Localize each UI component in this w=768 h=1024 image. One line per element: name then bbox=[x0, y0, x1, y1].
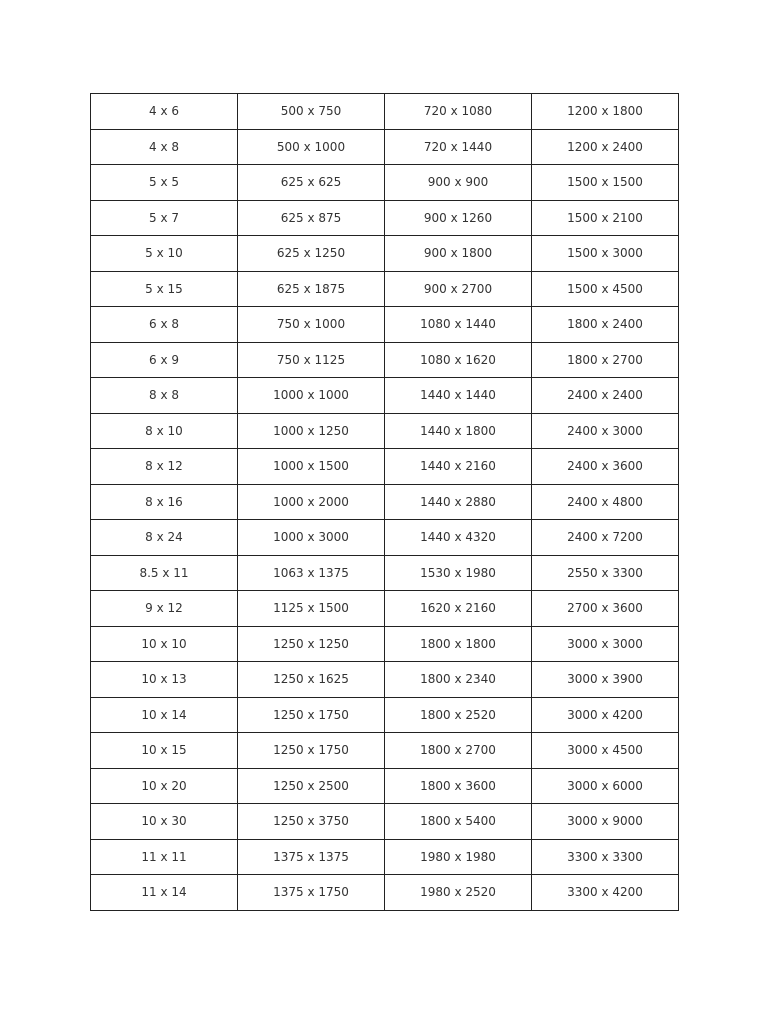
resolution-216dpi-cell: 720 x 1440 bbox=[385, 129, 532, 165]
print-size-cell: 5 x 5 bbox=[91, 165, 238, 201]
resolution-300dpi-cell: 1800 x 2400 bbox=[532, 307, 679, 343]
table-row bbox=[91, 200, 679, 236]
resolution-300dpi-cell: 2400 x 2400 bbox=[532, 378, 679, 414]
resolution-300dpi-cell: 1500 x 2100 bbox=[532, 200, 679, 236]
resolution-150dpi-cell: 1000 x 1250 bbox=[238, 413, 385, 449]
resolution-300dpi-cell: 3000 x 3000 bbox=[532, 626, 679, 662]
table-row bbox=[91, 804, 679, 840]
resolution-150dpi-cell: 1375 x 1750 bbox=[238, 875, 385, 911]
resolution-300dpi-cell: 2400 x 7200 bbox=[532, 520, 679, 556]
print-size-cell: 10 x 20 bbox=[91, 768, 238, 804]
resolution-300dpi-cell: 1500 x 1500 bbox=[532, 165, 679, 201]
resolution-150dpi-cell: 1063 x 1375 bbox=[238, 555, 385, 591]
resolution-300dpi-cell: 3300 x 3300 bbox=[532, 839, 679, 875]
resolution-216dpi-cell: 1800 x 2700 bbox=[385, 733, 532, 769]
resolution-150dpi-cell: 750 x 1125 bbox=[238, 342, 385, 378]
resolution-300dpi-cell: 1200 x 1800 bbox=[532, 94, 679, 130]
resolution-150dpi-cell: 625 x 875 bbox=[238, 200, 385, 236]
resolution-300dpi-cell: 3000 x 4200 bbox=[532, 697, 679, 733]
print-size-cell: 5 x 15 bbox=[91, 271, 238, 307]
resolution-300dpi-cell: 3000 x 3900 bbox=[532, 662, 679, 698]
print-size-cell: 5 x 10 bbox=[91, 236, 238, 272]
table-row bbox=[91, 449, 679, 485]
resolution-300dpi-cell: 3000 x 9000 bbox=[532, 804, 679, 840]
print-size-cell: 10 x 15 bbox=[91, 733, 238, 769]
resolution-150dpi-cell: 625 x 625 bbox=[238, 165, 385, 201]
print-size-cell: 6 x 8 bbox=[91, 307, 238, 343]
print-size-cell: 10 x 14 bbox=[91, 697, 238, 733]
print-size-cell: 8 x 24 bbox=[91, 520, 238, 556]
print-size-cell: 10 x 30 bbox=[91, 804, 238, 840]
table-row bbox=[91, 94, 679, 130]
resolution-150dpi-cell: 1250 x 1250 bbox=[238, 626, 385, 662]
print-size-cell: 8 x 8 bbox=[91, 378, 238, 414]
table-row bbox=[91, 662, 679, 698]
resolution-216dpi-cell: 1800 x 2520 bbox=[385, 697, 532, 733]
table-row bbox=[91, 768, 679, 804]
resolution-216dpi-cell: 1800 x 3600 bbox=[385, 768, 532, 804]
table-row bbox=[91, 378, 679, 414]
document-page bbox=[90, 93, 679, 911]
resolution-216dpi-cell: 1080 x 1440 bbox=[385, 307, 532, 343]
resolution-216dpi-cell: 900 x 2700 bbox=[385, 271, 532, 307]
resolution-216dpi-cell: 1440 x 1440 bbox=[385, 378, 532, 414]
table-row bbox=[91, 875, 679, 911]
resolution-300dpi-cell: 2550 x 3300 bbox=[532, 555, 679, 591]
table-row bbox=[91, 591, 679, 627]
print-size-cell: 8 x 16 bbox=[91, 484, 238, 520]
resolution-300dpi-cell: 3000 x 6000 bbox=[532, 768, 679, 804]
print-size-cell: 10 x 13 bbox=[91, 662, 238, 698]
resolution-150dpi-cell: 1250 x 1750 bbox=[238, 733, 385, 769]
resolution-150dpi-cell: 500 x 1000 bbox=[238, 129, 385, 165]
table-row bbox=[91, 271, 679, 307]
table-row bbox=[91, 129, 679, 165]
resolution-300dpi-cell: 2700 x 3600 bbox=[532, 591, 679, 627]
resolution-150dpi-cell: 1375 x 1375 bbox=[238, 839, 385, 875]
print-size-cell: 11 x 14 bbox=[91, 875, 238, 911]
resolution-150dpi-cell: 750 x 1000 bbox=[238, 307, 385, 343]
print-size-cell: 11 x 11 bbox=[91, 839, 238, 875]
resolution-300dpi-cell: 1800 x 2700 bbox=[532, 342, 679, 378]
resolution-216dpi-cell: 1530 x 1980 bbox=[385, 555, 532, 591]
resolution-216dpi-cell: 1800 x 1800 bbox=[385, 626, 532, 662]
resolution-150dpi-cell: 1250 x 3750 bbox=[238, 804, 385, 840]
resolution-300dpi-cell: 3000 x 4500 bbox=[532, 733, 679, 769]
resolution-300dpi-cell: 3300 x 4200 bbox=[532, 875, 679, 911]
resolution-150dpi-cell: 1000 x 2000 bbox=[238, 484, 385, 520]
table-body bbox=[91, 94, 679, 911]
resolution-216dpi-cell: 1440 x 1800 bbox=[385, 413, 532, 449]
resolution-216dpi-cell: 900 x 1800 bbox=[385, 236, 532, 272]
print-size-cell: 10 x 10 bbox=[91, 626, 238, 662]
resolution-216dpi-cell: 1440 x 2880 bbox=[385, 484, 532, 520]
resolution-150dpi-cell: 1125 x 1500 bbox=[238, 591, 385, 627]
print-size-cell: 9 x 12 bbox=[91, 591, 238, 627]
resolution-216dpi-cell: 1080 x 1620 bbox=[385, 342, 532, 378]
table-row bbox=[91, 733, 679, 769]
print-size-cell: 8.5 x 11 bbox=[91, 555, 238, 591]
table-row bbox=[91, 839, 679, 875]
print-size-cell: 4 x 6 bbox=[91, 94, 238, 130]
print-size-cell: 8 x 12 bbox=[91, 449, 238, 485]
resolution-150dpi-cell: 1250 x 1750 bbox=[238, 697, 385, 733]
print-size-cell: 8 x 10 bbox=[91, 413, 238, 449]
table-row bbox=[91, 626, 679, 662]
print-size-cell: 5 x 7 bbox=[91, 200, 238, 236]
resolution-150dpi-cell: 500 x 750 bbox=[238, 94, 385, 130]
resolution-150dpi-cell: 1250 x 1625 bbox=[238, 662, 385, 698]
resolution-216dpi-cell: 1800 x 2340 bbox=[385, 662, 532, 698]
table-row bbox=[91, 413, 679, 449]
resolution-216dpi-cell: 1440 x 4320 bbox=[385, 520, 532, 556]
resolution-216dpi-cell: 720 x 1080 bbox=[385, 94, 532, 130]
table-row bbox=[91, 236, 679, 272]
table-row bbox=[91, 307, 679, 343]
table-row bbox=[91, 484, 679, 520]
table-row bbox=[91, 165, 679, 201]
resolution-216dpi-cell: 1800 x 5400 bbox=[385, 804, 532, 840]
resolution-150dpi-cell: 625 x 1875 bbox=[238, 271, 385, 307]
table-row bbox=[91, 342, 679, 378]
print-size-table bbox=[90, 93, 679, 911]
resolution-216dpi-cell: 900 x 900 bbox=[385, 165, 532, 201]
table-row bbox=[91, 520, 679, 556]
print-size-cell: 6 x 9 bbox=[91, 342, 238, 378]
resolution-150dpi-cell: 1250 x 2500 bbox=[238, 768, 385, 804]
resolution-300dpi-cell: 1500 x 4500 bbox=[532, 271, 679, 307]
resolution-150dpi-cell: 1000 x 1500 bbox=[238, 449, 385, 485]
resolution-300dpi-cell: 2400 x 3000 bbox=[532, 413, 679, 449]
resolution-216dpi-cell: 1980 x 2520 bbox=[385, 875, 532, 911]
resolution-216dpi-cell: 1620 x 2160 bbox=[385, 591, 532, 627]
resolution-300dpi-cell: 1200 x 2400 bbox=[532, 129, 679, 165]
resolution-216dpi-cell: 900 x 1260 bbox=[385, 200, 532, 236]
resolution-300dpi-cell: 2400 x 4800 bbox=[532, 484, 679, 520]
print-size-cell: 4 x 8 bbox=[91, 129, 238, 165]
resolution-300dpi-cell: 2400 x 3600 bbox=[532, 449, 679, 485]
resolution-216dpi-cell: 1440 x 2160 bbox=[385, 449, 532, 485]
resolution-150dpi-cell: 1000 x 1000 bbox=[238, 378, 385, 414]
table-row bbox=[91, 555, 679, 591]
table-row bbox=[91, 697, 679, 733]
resolution-150dpi-cell: 1000 x 3000 bbox=[238, 520, 385, 556]
resolution-216dpi-cell: 1980 x 1980 bbox=[385, 839, 532, 875]
resolution-300dpi-cell: 1500 x 3000 bbox=[532, 236, 679, 272]
resolution-150dpi-cell: 625 x 1250 bbox=[238, 236, 385, 272]
